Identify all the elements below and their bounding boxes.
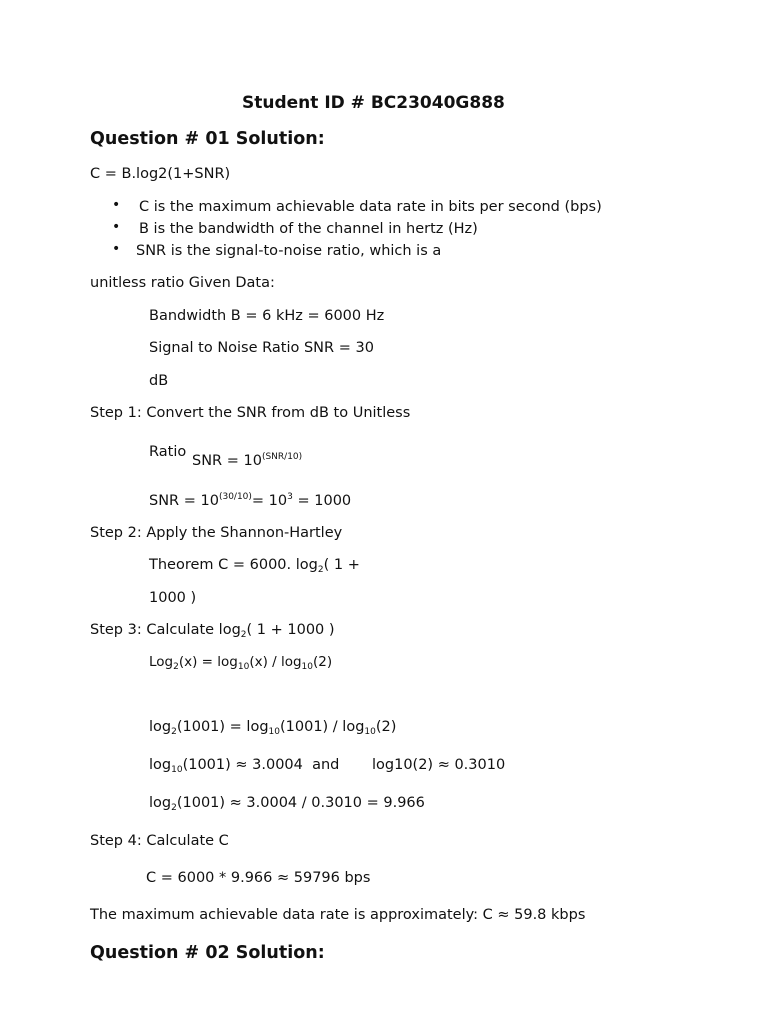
log-calc1-bs: 10	[268, 727, 280, 737]
log-rule-b: (x) = log	[178, 654, 238, 670]
snr-eq2-mid: = 10	[251, 493, 288, 509]
log-calc3-as: 2	[171, 803, 177, 813]
log-rule-line	[149, 653, 332, 671]
theorem-sub: 2	[317, 565, 324, 575]
bullet-marker: •	[112, 219, 121, 235]
snr-equation-2	[149, 492, 351, 510]
theorem-line	[149, 556, 360, 574]
step3-pre: Step 3: Calculate log	[90, 622, 241, 638]
log-calc-line-3	[149, 794, 425, 812]
snr-eq2-base: SNR = 10	[149, 493, 219, 509]
list-item: B is the bandwidth of the channel in hertz (Hz)	[139, 221, 478, 237]
log-calc2-as: 10	[171, 765, 183, 775]
snr-unit-line: dB	[149, 373, 169, 389]
log-calc-line-1	[149, 718, 396, 736]
question-1-heading: Question # 01 Solution:	[90, 129, 325, 149]
step-1-heading: Step 1: Convert the SNR from dB to Unitless	[90, 405, 411, 421]
log-rule-cs: 10	[301, 662, 313, 672]
snr-equation-1	[192, 452, 302, 470]
bullet-marker: •	[112, 197, 121, 213]
conclusion-line: The maximum achievable data rate is approximately: C ≈ 59.8 kbps	[90, 907, 586, 923]
c-calculation: C = 6000 * 9.966 ≈ 59796 bps	[146, 870, 371, 886]
log-calc-line-2-right: log10(2) ≈ 0.3010	[372, 757, 506, 773]
snr-eq2-tail: = 1000	[292, 493, 352, 509]
ratio-word: Ratio	[149, 444, 187, 460]
log-calc2-b: (1001) ≈ 3.0004 and	[182, 757, 340, 773]
log-calc1-b: (1001) = log	[176, 719, 269, 735]
page-title: Student ID # BC23040G888	[242, 93, 505, 113]
bullet-marker: •	[112, 241, 121, 257]
snr-eq2-exp1: (30/10)	[218, 492, 252, 502]
log-rule-as: 2	[173, 662, 179, 672]
given-data-line: unitless ratio Given Data:	[90, 275, 275, 291]
log-rule-d: (2)	[313, 654, 333, 670]
log-calc1-as: 2	[171, 727, 177, 737]
log-calc2-a: log	[149, 757, 172, 773]
step-2-heading: Step 2: Apply the Shannon-Hartley	[90, 525, 343, 541]
snr-eq1-exp: (SNR/10)	[261, 452, 303, 462]
log-calc1-cs: 10	[364, 727, 376, 737]
step-4-heading: Step 4: Calculate C	[90, 833, 229, 849]
snr-line: Signal to Noise Ratio SNR = 30	[149, 340, 374, 356]
step3-post: ( 1 + 1000 )	[246, 622, 335, 638]
question-2-heading: Question # 02 Solution:	[90, 943, 325, 963]
bandwidth-line: Bandwidth B = 6 kHz = 6000 Hz	[149, 308, 385, 324]
log-calc3-b: (1001) ≈ 3.0004 / 0.3010 = 9.966	[176, 795, 425, 811]
snr-eq1-base: SNR = 10	[192, 453, 262, 469]
log-calc1-c: (1001) / log	[279, 719, 365, 735]
list-item: C is the maximum achievable data rate in bits per second (bps)	[139, 199, 602, 215]
log-rule-c: (x) / log	[249, 654, 302, 670]
log-calc-line-2	[149, 756, 339, 774]
list-item: SNR is the signal-to-noise ratio, which is a	[136, 243, 442, 259]
theorem-post: ( 1 +	[323, 557, 360, 573]
log-rule-bs: 10	[237, 662, 250, 672]
step-3-heading	[90, 621, 335, 639]
log-calc1-d: (2)	[375, 719, 397, 735]
log-calc1-a: log	[149, 719, 172, 735]
step3-sub: 2	[240, 630, 247, 640]
log-calc3-a: log	[149, 795, 172, 811]
shannon-formula: C = B.log2(1+SNR)	[90, 166, 231, 182]
theorem-pre: Theorem C = 6000. log	[149, 557, 318, 573]
snr-eq2-exp2: 3	[287, 492, 293, 502]
theorem-continuation: 1000 )	[149, 590, 197, 606]
log-rule-a: Log	[149, 654, 174, 670]
